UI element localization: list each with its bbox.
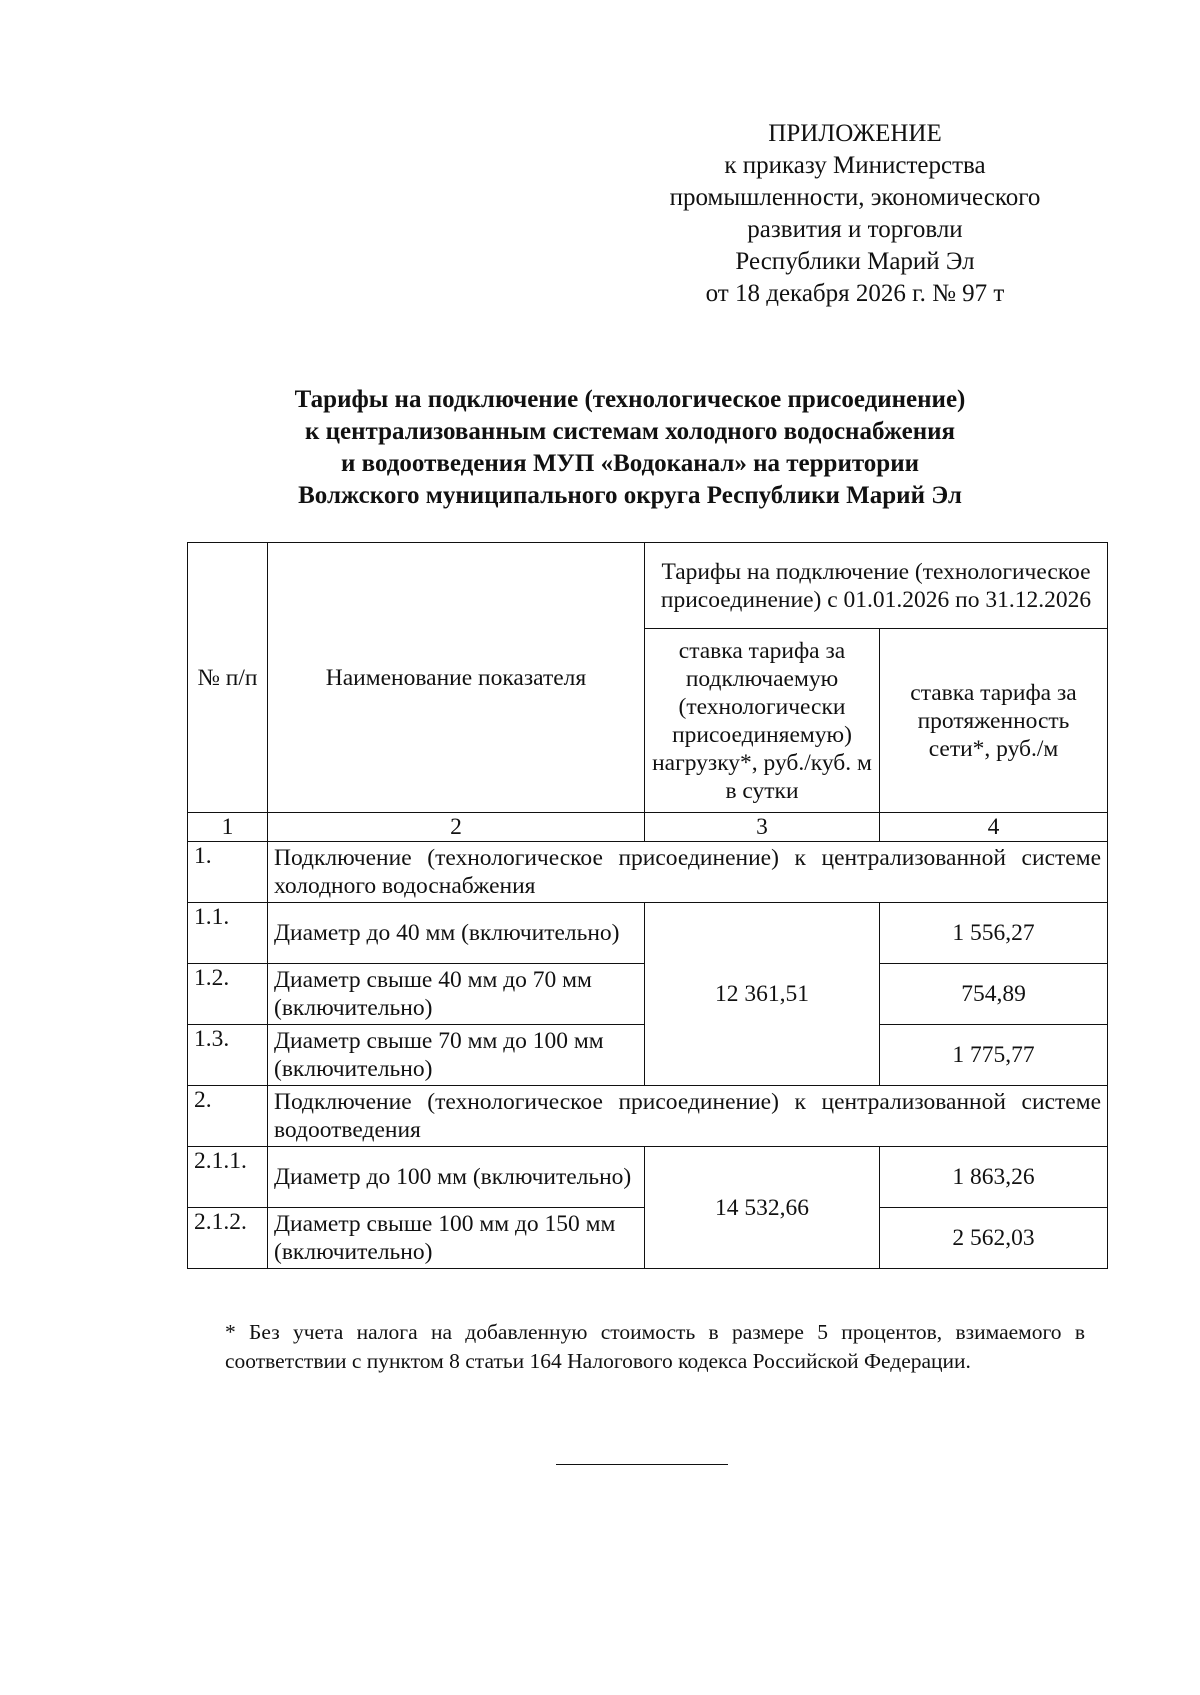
- length-rate-value: 1 863,26: [880, 1147, 1108, 1208]
- length-rate-value: 1 775,77: [880, 1025, 1108, 1086]
- column-number-row: [188, 813, 1108, 842]
- title-line: к централизованным системам холодного водоснабжения: [304, 418, 956, 445]
- appendix-block: [630, 118, 1080, 310]
- tariffs-table: [187, 542, 1108, 1269]
- header-tariffs-group: Тарифы на подключение (технологическое присоединение) с 01.01.2026 по 31.12.2026: [645, 543, 1108, 629]
- appendix-line: Республики Марий Эл: [735, 248, 975, 275]
- column-number: 2: [268, 813, 645, 842]
- length-rate-value: 2 562,03: [880, 1208, 1108, 1269]
- row-name: Диаметр свыше 70 мм до 100 мм (включительно): [268, 1025, 645, 1086]
- section-title: Подключение (технологическое присоединение) к централизованной системе холодного водоснабжения: [268, 842, 1108, 903]
- closing-rule: [556, 1464, 728, 1465]
- column-number: 1: [188, 813, 268, 842]
- length-rate-value: 754,89: [880, 964, 1108, 1025]
- column-number: 3: [645, 813, 880, 842]
- row-num: 2.1.2.: [188, 1208, 268, 1269]
- appendix-line: развития и торговли: [747, 216, 963, 243]
- column-number: 4: [880, 813, 1108, 842]
- header-load-rate: ставка тарифа за подключаемую (технологически присоединяемую) нагрузку*, руб./куб. м в сутки: [645, 629, 880, 813]
- section-row: [188, 842, 1108, 903]
- row-name: Диаметр свыше 100 мм до 150 мм (включительно): [268, 1208, 645, 1269]
- header-num: № п/п: [188, 543, 268, 813]
- header-row: [188, 543, 1108, 629]
- document-title: [190, 384, 1070, 512]
- section-num: 1.: [188, 842, 268, 903]
- row-num: 1.3.: [188, 1025, 268, 1086]
- length-rate-value: 1 556,27: [880, 903, 1108, 964]
- appendix-line: промышленности, экономического: [669, 184, 1041, 211]
- load-rate-value: 14 532,66: [645, 1147, 880, 1269]
- appendix-line: от 18 декабря 2026 г. № 97 т: [705, 280, 1005, 307]
- table-row: [188, 903, 1108, 964]
- section-row: [188, 1086, 1108, 1147]
- footnote: * Без учета налога на добавленную стоимость в размере 5 процентов, взимаемого в соответствии с пунктом 8 статьи 164 Налогового кодекса Российской Федерации.: [225, 1320, 1085, 1373]
- appendix-line: к приказу Министерства: [724, 152, 986, 179]
- row-num: 2.1.1.: [188, 1147, 268, 1208]
- header-length-rate: ставка тарифа за протяженность сети*, руб./м: [880, 629, 1108, 813]
- section-num: 2.: [188, 1086, 268, 1147]
- row-num: 1.1.: [188, 903, 268, 964]
- row-name: Диаметр свыше 40 мм до 70 мм (включительно): [268, 964, 645, 1025]
- appendix-line: ПРИЛОЖЕНИЕ: [768, 120, 942, 147]
- table-row: [188, 1147, 1108, 1208]
- title-line: Волжского муниципального округа Республики Марий Эл: [298, 482, 962, 509]
- row-num: 1.2.: [188, 964, 268, 1025]
- load-rate-value: 12 361,51: [645, 903, 880, 1086]
- section-title: Подключение (технологическое присоединение) к централизованной системе водоотведения: [268, 1086, 1108, 1147]
- row-name: Диаметр до 40 мм (включительно): [268, 903, 645, 964]
- title-line: Тарифы на подключение (технологическое присоединение): [294, 386, 966, 413]
- header-name: Наименование показателя: [268, 543, 645, 813]
- title-line: и водоотведения МУП «Водоканал» на территории: [340, 450, 920, 477]
- row-name: Диаметр до 100 мм (включительно): [268, 1147, 645, 1208]
